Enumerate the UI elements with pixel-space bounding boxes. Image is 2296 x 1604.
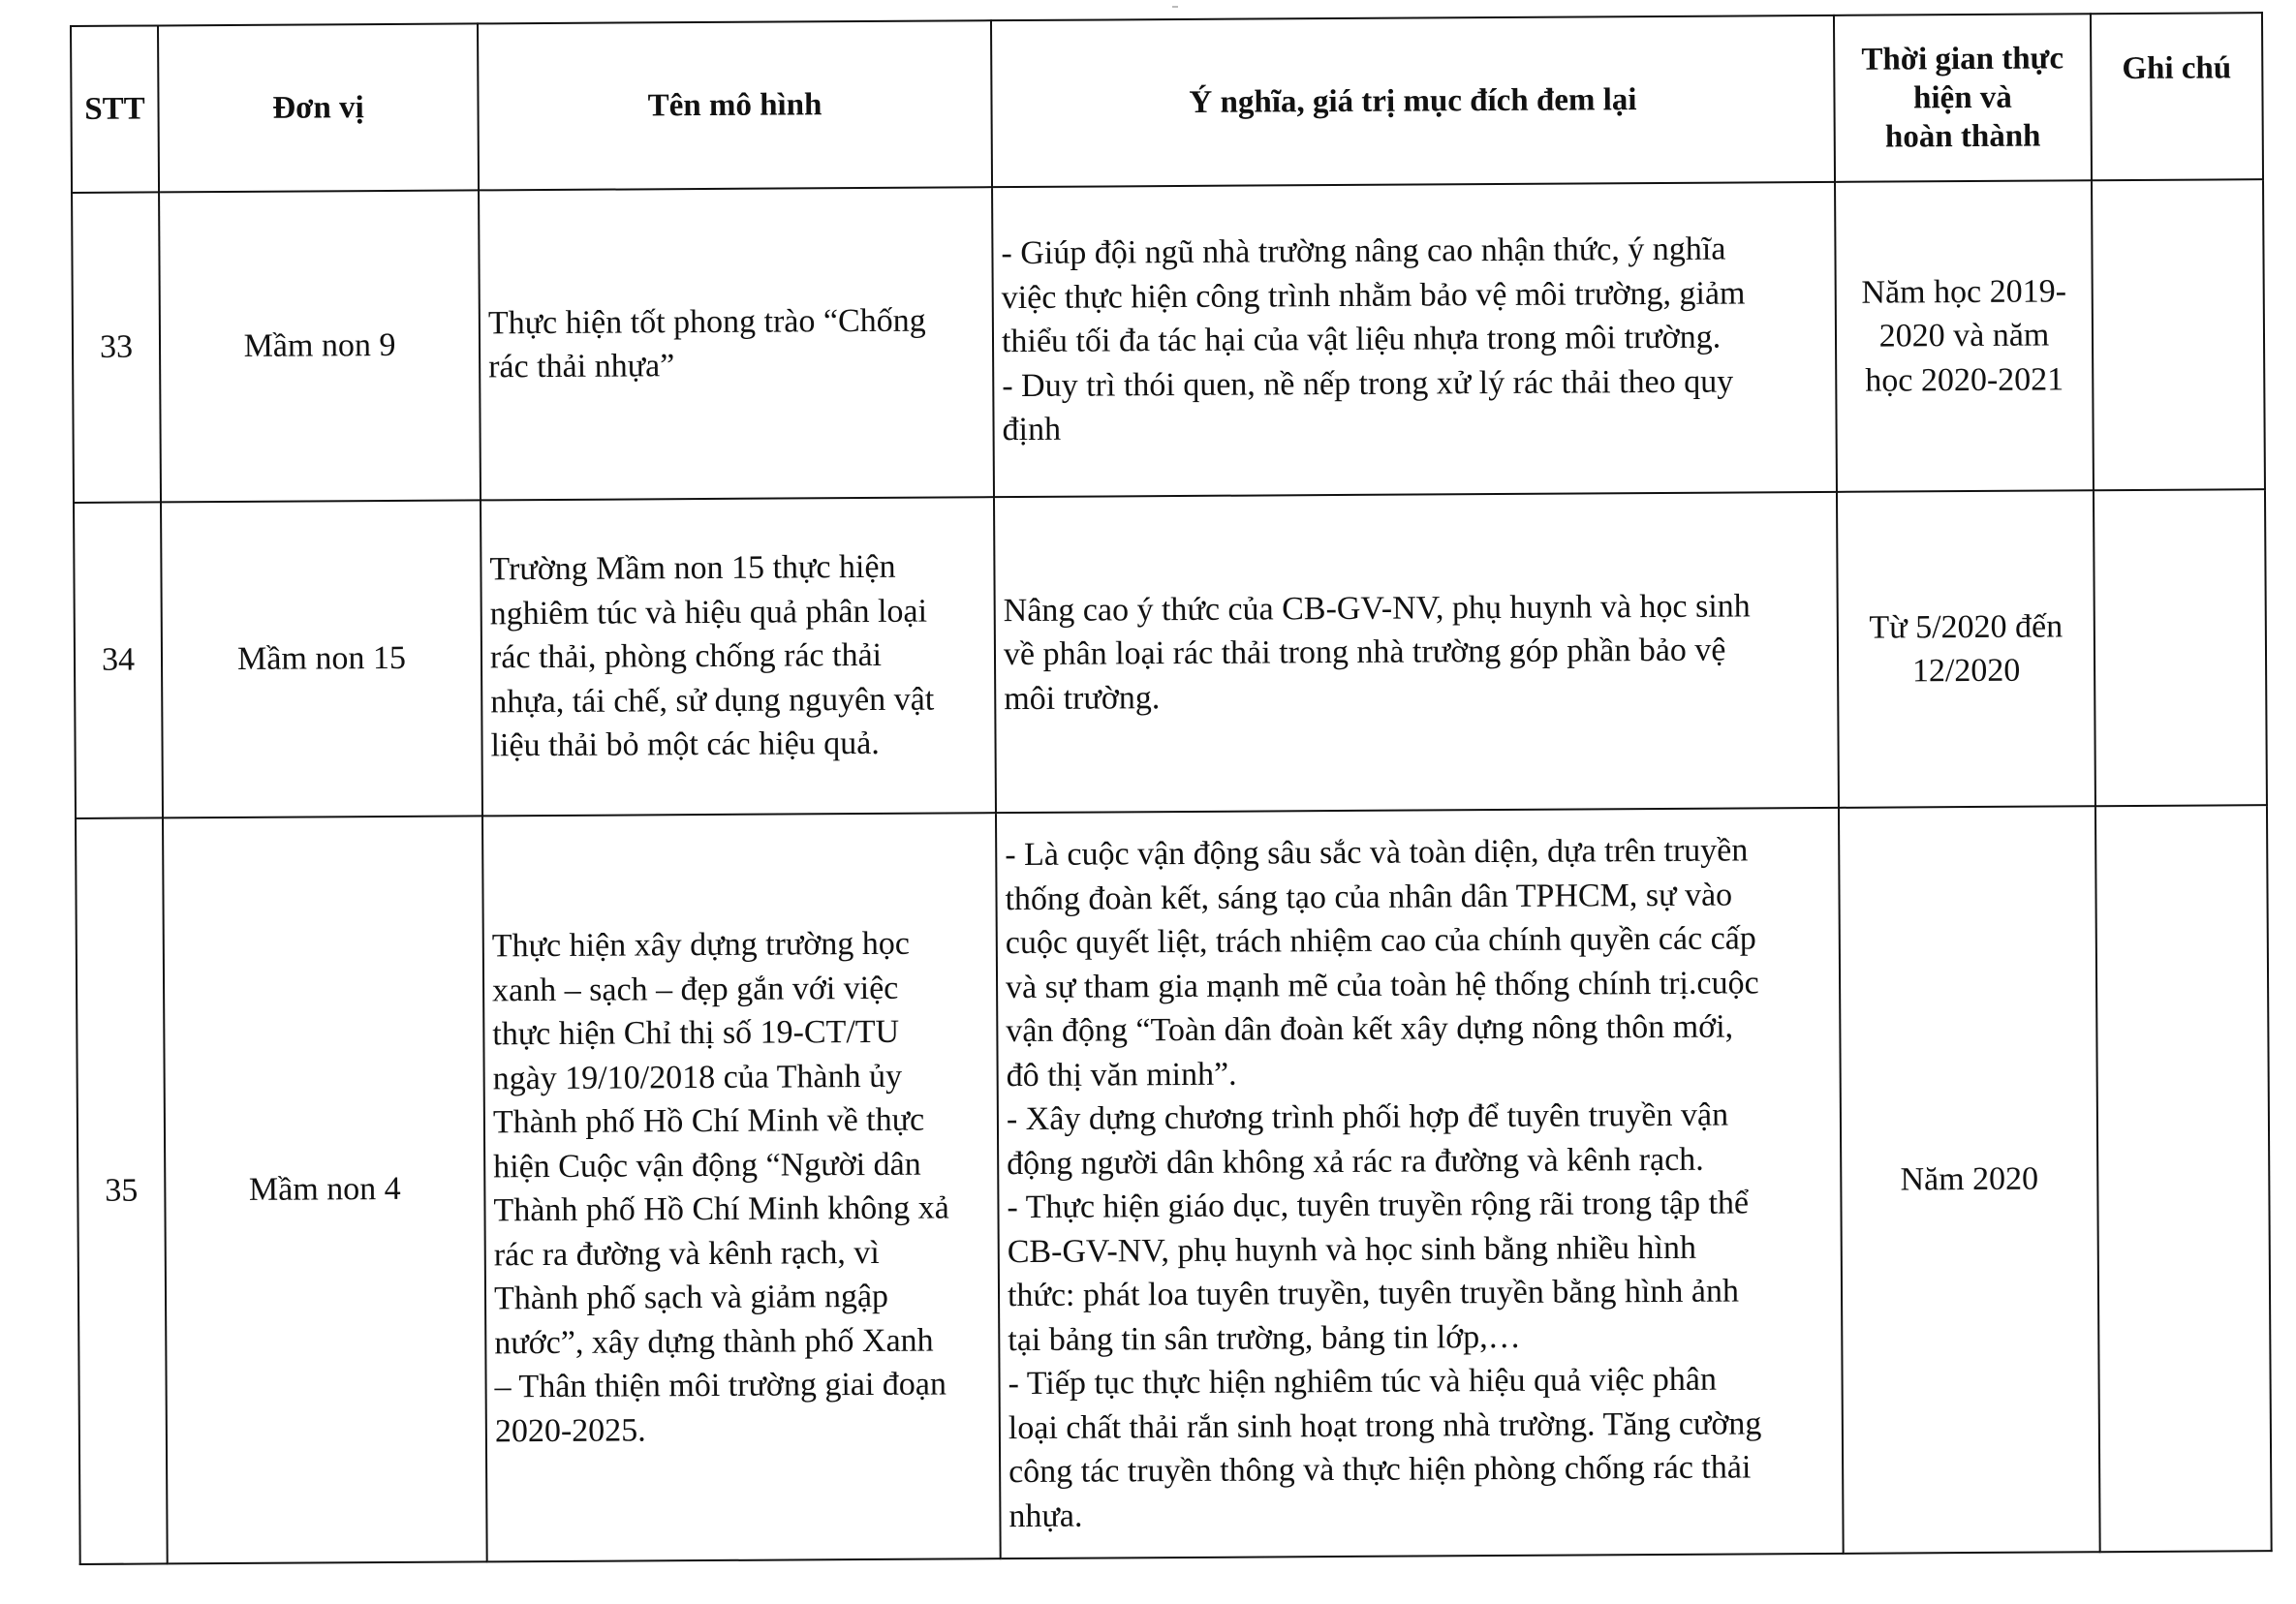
cell-time (1837, 490, 2095, 808)
cell-line: thực hiện Chỉ thị số 19-CT/TU (492, 1013, 900, 1053)
cell-line: - Giúp đội ngũ nhà trường nâng cao nhận thức, ý nghĩa (1001, 231, 1726, 272)
cell-line: xanh – sạch – đẹp gắn với việc (491, 970, 899, 1008)
cell-time (1839, 806, 2100, 1554)
cell-line: - Duy trì thói quen, nề nếp trong xử lý rác thải theo quy (1002, 363, 1734, 404)
cell-line: 12/2020 (1911, 652, 2021, 690)
table-row (72, 179, 2265, 503)
document-page (70, 25, 2261, 1565)
cell-line: rác thải nhựa” (488, 348, 675, 386)
cell-line: vận động “Toàn dân đoàn kết xây dựng nông thôn mới, (1006, 1008, 1734, 1050)
cell-line: hiện Cuộc vận động “Người dân (493, 1146, 921, 1185)
header-model: Tên mô hình (478, 20, 992, 190)
header-meaning: Ý nghĩa, giá trị mục đích đem lại (991, 15, 1835, 187)
header-note: Ghi chú (2091, 13, 2263, 180)
cell-line: Thực hiện xây dựng trường học (491, 925, 911, 965)
cell-line: liệu thải bỏ một các hiệu quả. (490, 725, 880, 764)
cell-line: nước”, xây dựng thành phố Xanh (494, 1322, 934, 1361)
cell-line: Từ 5/2020 đến (1869, 607, 2063, 646)
cell-model (482, 813, 1001, 1561)
cell-line: Trường Mầm non 15 thực hiện (489, 549, 896, 588)
cell-line: rác ra đường và kênh rạch, vì (493, 1234, 880, 1273)
cell-line: - Xây dựng chương trình phối hợp để tuyên truyền vận (1006, 1096, 1729, 1138)
cell-stt: 33 (72, 192, 161, 503)
cell-unit: Mầm non 9 (159, 190, 481, 502)
cell-model (479, 187, 994, 500)
header-unit: Đơn vị (158, 23, 479, 192)
cell-line: Thành phố Hồ Chí Minh không xả (493, 1189, 949, 1229)
header-row (71, 13, 2263, 193)
cell-line: Nâng cao ý thức của CB-GV-NV, phụ huynh và học sinh (1003, 588, 1751, 629)
cell-line: - Là cuộc vận động sâu sắc và toàn diện, dựa trên truyền (1005, 832, 1749, 874)
cell-line: nhựa, tái chế, sử dụng nguyên vật (490, 681, 935, 721)
scan-mark (1172, 6, 1178, 8)
cell-line: thống đoàn kết, sáng tạo của nhân dân TPHCM, sự vào (1005, 877, 1733, 917)
cell-line: Năm học 2019- (1861, 273, 2067, 311)
cell-line: Thành phố sạch và giảm ngập (493, 1278, 889, 1317)
cell-line: Thực hiện tốt phong trào “Chống (487, 302, 926, 341)
cell-line: việc thực hiện công trình nhằm bảo vệ môi trường, giảm (1001, 275, 1746, 316)
cell-line: tại bảng tin sân trường, bảng tin lớp,… (1008, 1318, 1521, 1358)
cell-meaning (994, 492, 1839, 813)
cell-line: rác thải, phòng chống rác thải (489, 637, 883, 676)
header-time (1834, 14, 2092, 182)
table-row (74, 489, 2267, 818)
cell-note (2095, 805, 2272, 1552)
cell-line: ngày 19/10/2018 của Thành ủy (492, 1058, 903, 1096)
header-time-line: hiện và (1912, 79, 2012, 116)
cell-unit: Mầm non 4 (163, 816, 487, 1563)
cell-line: – Thân thiện môi trường giai đoạn (494, 1366, 947, 1405)
header-time-line: hoàn thành (1884, 118, 2041, 155)
cell-line: về phân loại rác thải trong nhà trường góp phần bảo vệ (1003, 632, 1726, 673)
cell-line: và sự tham gia mạnh mẽ của toàn hệ thống chính trị.cuộc (1005, 964, 1759, 1005)
cell-unit: Mầm non 15 (161, 500, 482, 817)
header-time-line: Thời gian thực (1861, 41, 2064, 77)
cell-meaning (992, 182, 1837, 497)
cell-line: CB-GV-NV, phụ huynh và học sinh bằng nhiều hình (1007, 1229, 1697, 1270)
cell-model (481, 497, 996, 816)
cell-line: đô thị văn minh”. (1006, 1056, 1237, 1094)
cell-line: Năm 2020 (1900, 1160, 2039, 1198)
cell-line: loại chất thải rắn sinh hoạt trong nhà trường. Tăng cường (1008, 1404, 1762, 1446)
header-stt: STT (71, 25, 159, 193)
cell-line: nghiêm túc và hiệu quả phân loại (489, 593, 928, 632)
cell-stt: 34 (74, 502, 163, 818)
cell-note (2094, 489, 2267, 806)
cell-line: học 2020-2021 (1865, 361, 2064, 399)
cell-line: cuộc quyết liệt, trách nhiệm cao của chính quyền các cấp (1005, 920, 1756, 962)
models-table (70, 12, 2273, 1565)
cell-line: công tác truyền thông và thực hiện phòng chống rác thải (1008, 1449, 1752, 1491)
cell-meaning (996, 808, 1844, 1558)
cell-line: định (1002, 412, 1062, 448)
cell-line: môi trường. (1004, 679, 1161, 717)
cell-note (2092, 179, 2265, 490)
cell-line: nhựa. (1008, 1497, 1083, 1534)
table-row (76, 805, 2272, 1564)
cell-stt: 35 (76, 817, 168, 1564)
cell-line: - Thực hiện giáo dục, tuyên truyền rộng rãi trong tập thể (1007, 1185, 1750, 1226)
cell-line: - Tiếp tục thực hiện nghiêm túc và hiệu quả việc phân (1008, 1361, 1718, 1403)
cell-line: 2020-2025. (494, 1411, 646, 1449)
cell-line: Thành phố Hồ Chí Minh về thực (492, 1101, 925, 1141)
cell-line: động người dân không xả rác ra đường và kênh rạch. (1007, 1141, 1704, 1182)
cell-line: thiểu tối đa tác hại của vật liệu nhựa trong môi trường. (1001, 319, 1722, 360)
cell-line: thức: phát loa tuyên truyền, tuyên truyền bằng hình ảnh (1007, 1273, 1740, 1314)
cell-line: 2020 và năm (1878, 317, 2050, 355)
cell-time (1835, 180, 2094, 492)
